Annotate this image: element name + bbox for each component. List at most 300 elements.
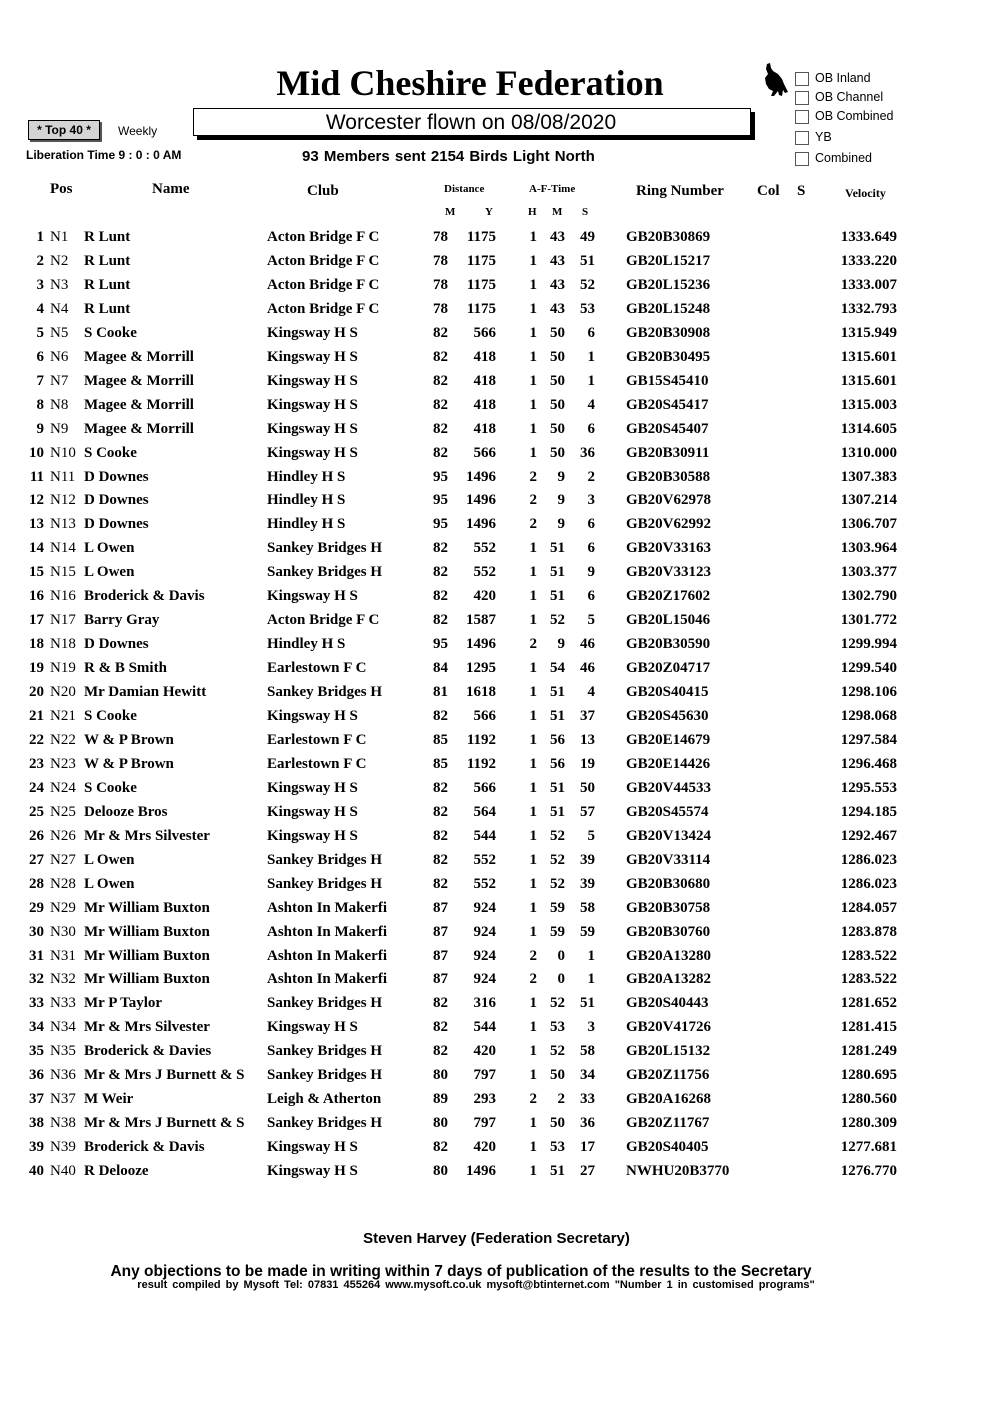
table-row (0, 1139, 993, 1163)
result-yards: 566 (473, 779, 496, 796)
result-ring-number: GB20E14679 (626, 731, 711, 748)
result-name: R & B Smith (84, 660, 167, 677)
result-position: 11 (29, 468, 44, 485)
header-name: Name (152, 181, 190, 197)
result-yards: 420 (473, 588, 496, 605)
result-ring-number: GB20B30588 (626, 468, 711, 485)
result-miles: 80 (433, 1067, 448, 1084)
result-code: N2 (50, 252, 69, 269)
result-hours: 1 (529, 540, 537, 557)
table-row (0, 900, 993, 924)
result-ring-number: GB20S40405 (626, 1139, 709, 1156)
result-ring-number: GB20Z11756 (626, 1067, 710, 1084)
result-code: N22 (50, 731, 76, 748)
result-name: S Cooke (84, 324, 137, 341)
result-hours: 1 (529, 708, 537, 724)
table-row (0, 1067, 993, 1091)
result-minutes: 9 (557, 468, 565, 485)
result-club: Acton Bridge F C (267, 229, 380, 245)
result-club: Kingsway H S (267, 588, 358, 605)
result-seconds: 58 (580, 899, 595, 916)
result-minutes: 51 (550, 564, 565, 581)
result-velocity: 1333.007 (840, 276, 897, 293)
table-row (0, 253, 993, 277)
result-velocity: 1280.309 (840, 1115, 897, 1132)
result-ring-number: GB20A13282 (626, 971, 712, 988)
result-velocity: 1280.560 (840, 1091, 897, 1108)
result-club: Sankey Bridges H (267, 1043, 383, 1060)
result-position: 32 (29, 971, 44, 988)
result-minutes: 56 (550, 755, 565, 772)
result-club: Ashton In Makerfi (267, 899, 388, 916)
result-minutes: 9 (557, 636, 565, 653)
result-name: Mr & Mrs Silvester (84, 1019, 210, 1036)
result-seconds: 6 (587, 324, 595, 341)
result-ring-number: GB20V62978 (626, 492, 712, 509)
result-hours: 1 (529, 324, 537, 341)
table-row (0, 445, 993, 469)
result-name: R Delooze (84, 1163, 149, 1180)
result-club: Kingsway H S (267, 803, 358, 820)
result-position: 23 (29, 755, 44, 772)
result-hours: 1 (529, 1043, 537, 1060)
result-seconds: 1 (587, 947, 595, 964)
checkbox-label: OB Channel (815, 90, 884, 104)
result-code: N20 (50, 684, 76, 701)
result-club: Kingsway H S (267, 396, 358, 413)
result-seconds: 3 (587, 492, 595, 509)
result-club: Earlestown F C (267, 731, 367, 748)
result-seconds: 58 (580, 1043, 595, 1060)
result-ring-number: GB20L15217 (626, 252, 711, 269)
result-velocity: 1286.023 (840, 851, 897, 868)
result-yards: 552 (473, 540, 496, 557)
result-yards: 544 (473, 1019, 496, 1036)
result-miles: 82 (433, 1019, 448, 1036)
result-seconds: 51 (580, 252, 595, 269)
result-ring-number: NWHU20B3770 (626, 1163, 730, 1180)
result-name: Magee & Morrill (84, 372, 194, 389)
result-code: N7 (50, 372, 69, 389)
table-row (0, 948, 993, 972)
result-club: Hindley H S (267, 516, 346, 533)
result-hours: 1 (529, 875, 537, 892)
checkbox[interactable] (795, 72, 809, 86)
result-miles: 80 (433, 1115, 448, 1132)
result-position: 34 (29, 1019, 44, 1036)
result-yards: 418 (473, 348, 496, 365)
result-club: Sankey Bridges H (267, 1067, 383, 1084)
result-code: N24 (50, 779, 76, 796)
result-ring-number: GB20B30908 (626, 324, 711, 341)
result-miles: 95 (433, 492, 448, 509)
result-name: L Owen (84, 875, 135, 892)
result-minutes: 52 (550, 1043, 565, 1060)
result-hours: 1 (529, 755, 537, 772)
result-position: 35 (29, 1043, 44, 1060)
result-position: 28 (29, 875, 44, 892)
result-yards: 420 (473, 1043, 496, 1060)
result-seconds: 46 (580, 636, 595, 653)
result-yards: 797 (473, 1115, 496, 1132)
result-code: N39 (50, 1139, 76, 1156)
result-minutes: 52 (550, 851, 565, 868)
result-seconds: 13 (580, 731, 595, 748)
result-miles: 82 (433, 827, 448, 844)
table-row (0, 804, 993, 828)
checkbox[interactable] (795, 91, 809, 105)
result-minutes: 2 (557, 1091, 565, 1108)
table-row (0, 516, 993, 540)
result-seconds: 39 (580, 851, 595, 868)
result-miles: 82 (433, 1043, 448, 1060)
result-seconds: 46 (580, 660, 595, 677)
result-club: Kingsway H S (267, 708, 358, 724)
result-hours: 1 (529, 444, 537, 461)
result-ring-number: GB20E14426 (626, 755, 711, 772)
result-velocity: 1310.000 (840, 444, 897, 461)
result-name: S Cooke (84, 444, 137, 461)
result-seconds: 6 (587, 516, 595, 533)
result-club: Sankey Bridges H (267, 875, 383, 892)
result-velocity: 1302.790 (840, 588, 897, 605)
result-code: N16 (50, 588, 76, 605)
result-code: N11 (50, 468, 76, 485)
result-miles: 84 (433, 660, 448, 677)
result-velocity: 1283.522 (840, 947, 897, 964)
result-yards: 924 (473, 923, 496, 940)
result-hours: 1 (529, 684, 537, 701)
result-position: 20 (29, 684, 44, 701)
result-name: Mr P Taylor (84, 995, 163, 1012)
result-miles: 78 (433, 252, 448, 269)
result-club: Kingsway H S (267, 779, 358, 796)
result-hours: 1 (529, 1067, 537, 1084)
result-miles: 82 (433, 396, 448, 413)
result-velocity: 1333.220 (840, 252, 897, 269)
result-position: 30 (29, 923, 44, 940)
result-club: Kingsway H S (267, 372, 358, 389)
result-club: Ashton In Makerfi (267, 971, 388, 988)
result-code: N23 (50, 755, 76, 772)
result-code: N9 (50, 420, 69, 437)
result-position: 1 (36, 229, 44, 245)
result-position: 40 (29, 1163, 44, 1180)
table-row (0, 564, 993, 588)
result-position: 2 (36, 252, 44, 269)
result-velocity: 1281.249 (840, 1043, 897, 1060)
result-velocity: 1277.681 (840, 1139, 897, 1156)
result-yards: 552 (473, 564, 496, 581)
result-velocity: 1286.023 (840, 875, 897, 892)
result-velocity: 1299.540 (840, 660, 897, 677)
result-name: Mr & Mrs J Burnett & S (84, 1115, 245, 1132)
table-row (0, 1115, 993, 1139)
result-club: Hindley H S (267, 636, 346, 653)
table-row (0, 732, 993, 756)
result-yards: 924 (473, 899, 496, 916)
result-ring-number: GB20B30590 (626, 636, 711, 653)
result-code: N25 (50, 803, 76, 820)
result-name: Magee & Morrill (84, 396, 194, 413)
result-position: 8 (36, 396, 44, 413)
result-code: N1 (50, 229, 69, 245)
result-club: Hindley H S (267, 468, 346, 485)
result-name: S Cooke (84, 779, 137, 796)
result-position: 31 (29, 947, 44, 964)
result-name: D Downes (84, 516, 149, 533)
result-miles: 81 (433, 684, 448, 701)
result-name: Magee & Morrill (84, 348, 194, 365)
result-yards: 418 (473, 372, 496, 389)
result-minutes: 43 (550, 229, 565, 245)
table-row (0, 1043, 993, 1067)
result-position: 38 (29, 1115, 44, 1132)
result-velocity: 1294.185 (840, 803, 897, 820)
result-hours: 2 (529, 468, 537, 485)
result-position: 14 (29, 540, 44, 557)
result-yards: 1192 (466, 755, 496, 772)
objections-notice: Any objections to be made in writing within 7 days of publication of the results to the Secretary (110, 1263, 812, 1280)
result-position: 5 (36, 324, 44, 341)
result-yards: 566 (473, 324, 496, 341)
result-seconds: 1 (587, 971, 595, 988)
result-ring-number: GB20S45630 (626, 708, 709, 724)
result-code: N27 (50, 851, 76, 868)
result-minutes: 43 (550, 276, 565, 293)
result-ring-number: GB20S45407 (626, 420, 709, 437)
result-ring-number: GB20V33163 (626, 540, 712, 557)
result-name: S Cooke (84, 708, 137, 724)
result-miles: 80 (433, 1163, 448, 1180)
result-ring-number: GB20A16268 (626, 1091, 712, 1108)
result-name: R Lunt (84, 276, 131, 293)
table-row (0, 636, 993, 660)
result-ring-number: GB20A13280 (626, 947, 712, 964)
checkbox-label: OB Inland (815, 71, 871, 85)
result-name: Mr William Buxton (84, 899, 210, 916)
result-code: N3 (50, 276, 69, 293)
result-miles: 82 (433, 540, 448, 557)
checkbox[interactable] (795, 110, 809, 124)
result-position: 16 (29, 588, 44, 605)
result-position: 9 (36, 420, 44, 437)
result-position: 10 (29, 444, 44, 461)
result-yards: 418 (473, 420, 496, 437)
result-name: Mr & Mrs Silvester (84, 827, 210, 844)
result-minutes: 52 (550, 827, 565, 844)
result-minutes: 53 (550, 1139, 565, 1156)
result-position: 18 (29, 636, 44, 653)
result-seconds: 34 (580, 1067, 595, 1084)
result-seconds: 3 (587, 1019, 595, 1036)
result-yards: 1496 (466, 1163, 496, 1180)
result-ring-number: GB20Z11767 (626, 1115, 710, 1132)
result-seconds: 5 (587, 827, 595, 844)
result-name: D Downes (84, 492, 149, 509)
result-hours: 1 (529, 923, 537, 940)
result-seconds: 57 (580, 803, 595, 820)
result-code: N33 (50, 995, 76, 1012)
result-minutes: 51 (550, 540, 565, 557)
result-name: Mr & Mrs J Burnett & S (84, 1067, 245, 1084)
result-hours: 2 (529, 636, 537, 653)
table-row (0, 684, 993, 708)
checkbox[interactable] (795, 131, 809, 145)
result-miles: 82 (433, 612, 448, 629)
result-velocity: 1292.467 (840, 827, 897, 844)
result-ring-number: GB20B30760 (626, 923, 711, 940)
table-row (0, 469, 993, 493)
result-ring-number: GB20L15132 (626, 1043, 711, 1060)
result-yards: 420 (473, 1139, 496, 1156)
result-miles: 82 (433, 444, 448, 461)
result-miles: 78 (433, 300, 448, 317)
result-seconds: 51 (580, 995, 595, 1012)
pigeon-icon (758, 62, 790, 102)
header-sex: S (797, 183, 806, 199)
result-name: R Lunt (84, 300, 131, 317)
result-hours: 1 (529, 779, 537, 796)
result-club: Leigh & Atherton (267, 1091, 382, 1108)
result-code: N38 (50, 1115, 76, 1132)
result-name: R Lunt (84, 229, 131, 245)
result-minutes: 53 (550, 1019, 565, 1036)
table-row (0, 1019, 993, 1043)
result-hours: 2 (529, 971, 537, 988)
result-minutes: 56 (550, 731, 565, 748)
result-club: Acton Bridge F C (267, 612, 380, 629)
result-yards: 1295 (466, 660, 496, 677)
result-minutes: 50 (550, 1067, 565, 1084)
result-code: N15 (50, 564, 76, 581)
result-miles: 82 (433, 348, 448, 365)
result-name: Broderick & Davis (84, 588, 205, 605)
header-hours: H (528, 206, 537, 218)
checkbox[interactable] (795, 152, 809, 166)
result-club: Hindley H S (267, 492, 346, 509)
result-velocity: 1281.415 (840, 1019, 897, 1036)
result-seconds: 53 (580, 300, 595, 317)
result-ring-number: GB20V41726 (626, 1019, 712, 1036)
result-code: N34 (50, 1019, 76, 1036)
result-position: 21 (29, 708, 44, 724)
result-hours: 1 (529, 372, 537, 389)
result-position: 36 (29, 1067, 44, 1084)
result-seconds: 1 (587, 348, 595, 365)
result-code: N26 (50, 827, 76, 844)
header-distance: Distance (444, 183, 485, 195)
result-yards: 1175 (466, 276, 496, 293)
result-hours: 1 (529, 348, 537, 365)
result-miles: 85 (433, 731, 448, 748)
result-seconds: 4 (587, 396, 595, 413)
table-row (0, 780, 993, 804)
result-hours: 1 (529, 827, 537, 844)
result-code: N40 (50, 1163, 76, 1180)
result-club: Sankey Bridges H (267, 995, 383, 1012)
result-ring-number: GB20S45574 (626, 803, 709, 820)
result-seconds: 6 (587, 420, 595, 437)
result-yards: 564 (473, 803, 496, 820)
result-yards: 924 (473, 947, 496, 964)
result-seconds: 5 (587, 612, 595, 629)
result-minutes: 0 (557, 971, 565, 988)
result-ring-number: GB20V33123 (626, 564, 712, 581)
result-yards: 1618 (466, 684, 496, 701)
result-hours: 1 (529, 564, 537, 581)
result-seconds: 27 (580, 1163, 595, 1180)
result-code: N17 (50, 612, 76, 629)
result-club: Acton Bridge F C (267, 276, 380, 293)
result-code: N35 (50, 1043, 76, 1060)
result-club: Sankey Bridges H (267, 564, 383, 581)
result-miles: 82 (433, 803, 448, 820)
result-code: N8 (50, 396, 69, 413)
result-club: Sankey Bridges H (267, 684, 383, 701)
result-velocity: 1284.057 (840, 899, 897, 916)
result-name: W & P Brown (84, 755, 174, 772)
result-name: L Owen (84, 564, 135, 581)
result-seconds: 17 (580, 1139, 595, 1156)
result-minutes: 59 (550, 923, 565, 940)
table-row (0, 421, 993, 445)
result-club: Earlestown F C (267, 755, 367, 772)
result-yards: 1496 (466, 492, 496, 509)
result-hours: 1 (529, 420, 537, 437)
result-position: 22 (29, 731, 44, 748)
result-hours: 1 (529, 660, 537, 677)
result-seconds: 36 (580, 1115, 595, 1132)
result-seconds: 59 (580, 923, 595, 940)
table-row (0, 373, 993, 397)
result-yards: 544 (473, 827, 496, 844)
result-name: Mr Damian Hewitt (84, 684, 207, 701)
result-miles: 87 (433, 923, 448, 940)
result-minutes: 0 (557, 947, 565, 964)
result-code: N28 (50, 875, 76, 892)
result-miles: 89 (433, 1091, 448, 1108)
result-minutes: 52 (550, 995, 565, 1012)
result-hours: 1 (529, 1115, 537, 1132)
result-position: 27 (29, 851, 44, 868)
result-minutes: 51 (550, 684, 565, 701)
table-row (0, 588, 993, 612)
result-hours: 2 (529, 1091, 537, 1108)
result-ring-number: GB20V44533 (626, 779, 712, 796)
result-club: Kingsway H S (267, 827, 358, 844)
result-ring-number: GB20B30495 (626, 348, 711, 365)
result-miles: 87 (433, 899, 448, 916)
result-yards: 797 (473, 1067, 496, 1084)
result-minutes: 50 (550, 348, 565, 365)
result-ring-number: GB20B30758 (626, 899, 711, 916)
result-miles: 82 (433, 324, 448, 341)
table-row (0, 1091, 993, 1115)
result-seconds: 37 (580, 708, 595, 724)
result-code: N14 (50, 540, 76, 557)
result-hours: 2 (529, 492, 537, 509)
result-club: Kingsway H S (267, 1139, 358, 1156)
table-row (0, 995, 993, 1019)
result-code: N10 (50, 444, 76, 461)
result-hours: 1 (529, 612, 537, 629)
result-name: D Downes (84, 468, 149, 485)
result-code: N19 (50, 660, 76, 677)
compiled-by-note: result compiled by Mysoft Tel: 07831 455264 www.mysoft.co.uk mysoft@btinternet.com "Number 1 in customised programs" (137, 1279, 815, 1291)
result-minutes: 50 (550, 420, 565, 437)
result-velocity: 1307.214 (840, 492, 897, 509)
